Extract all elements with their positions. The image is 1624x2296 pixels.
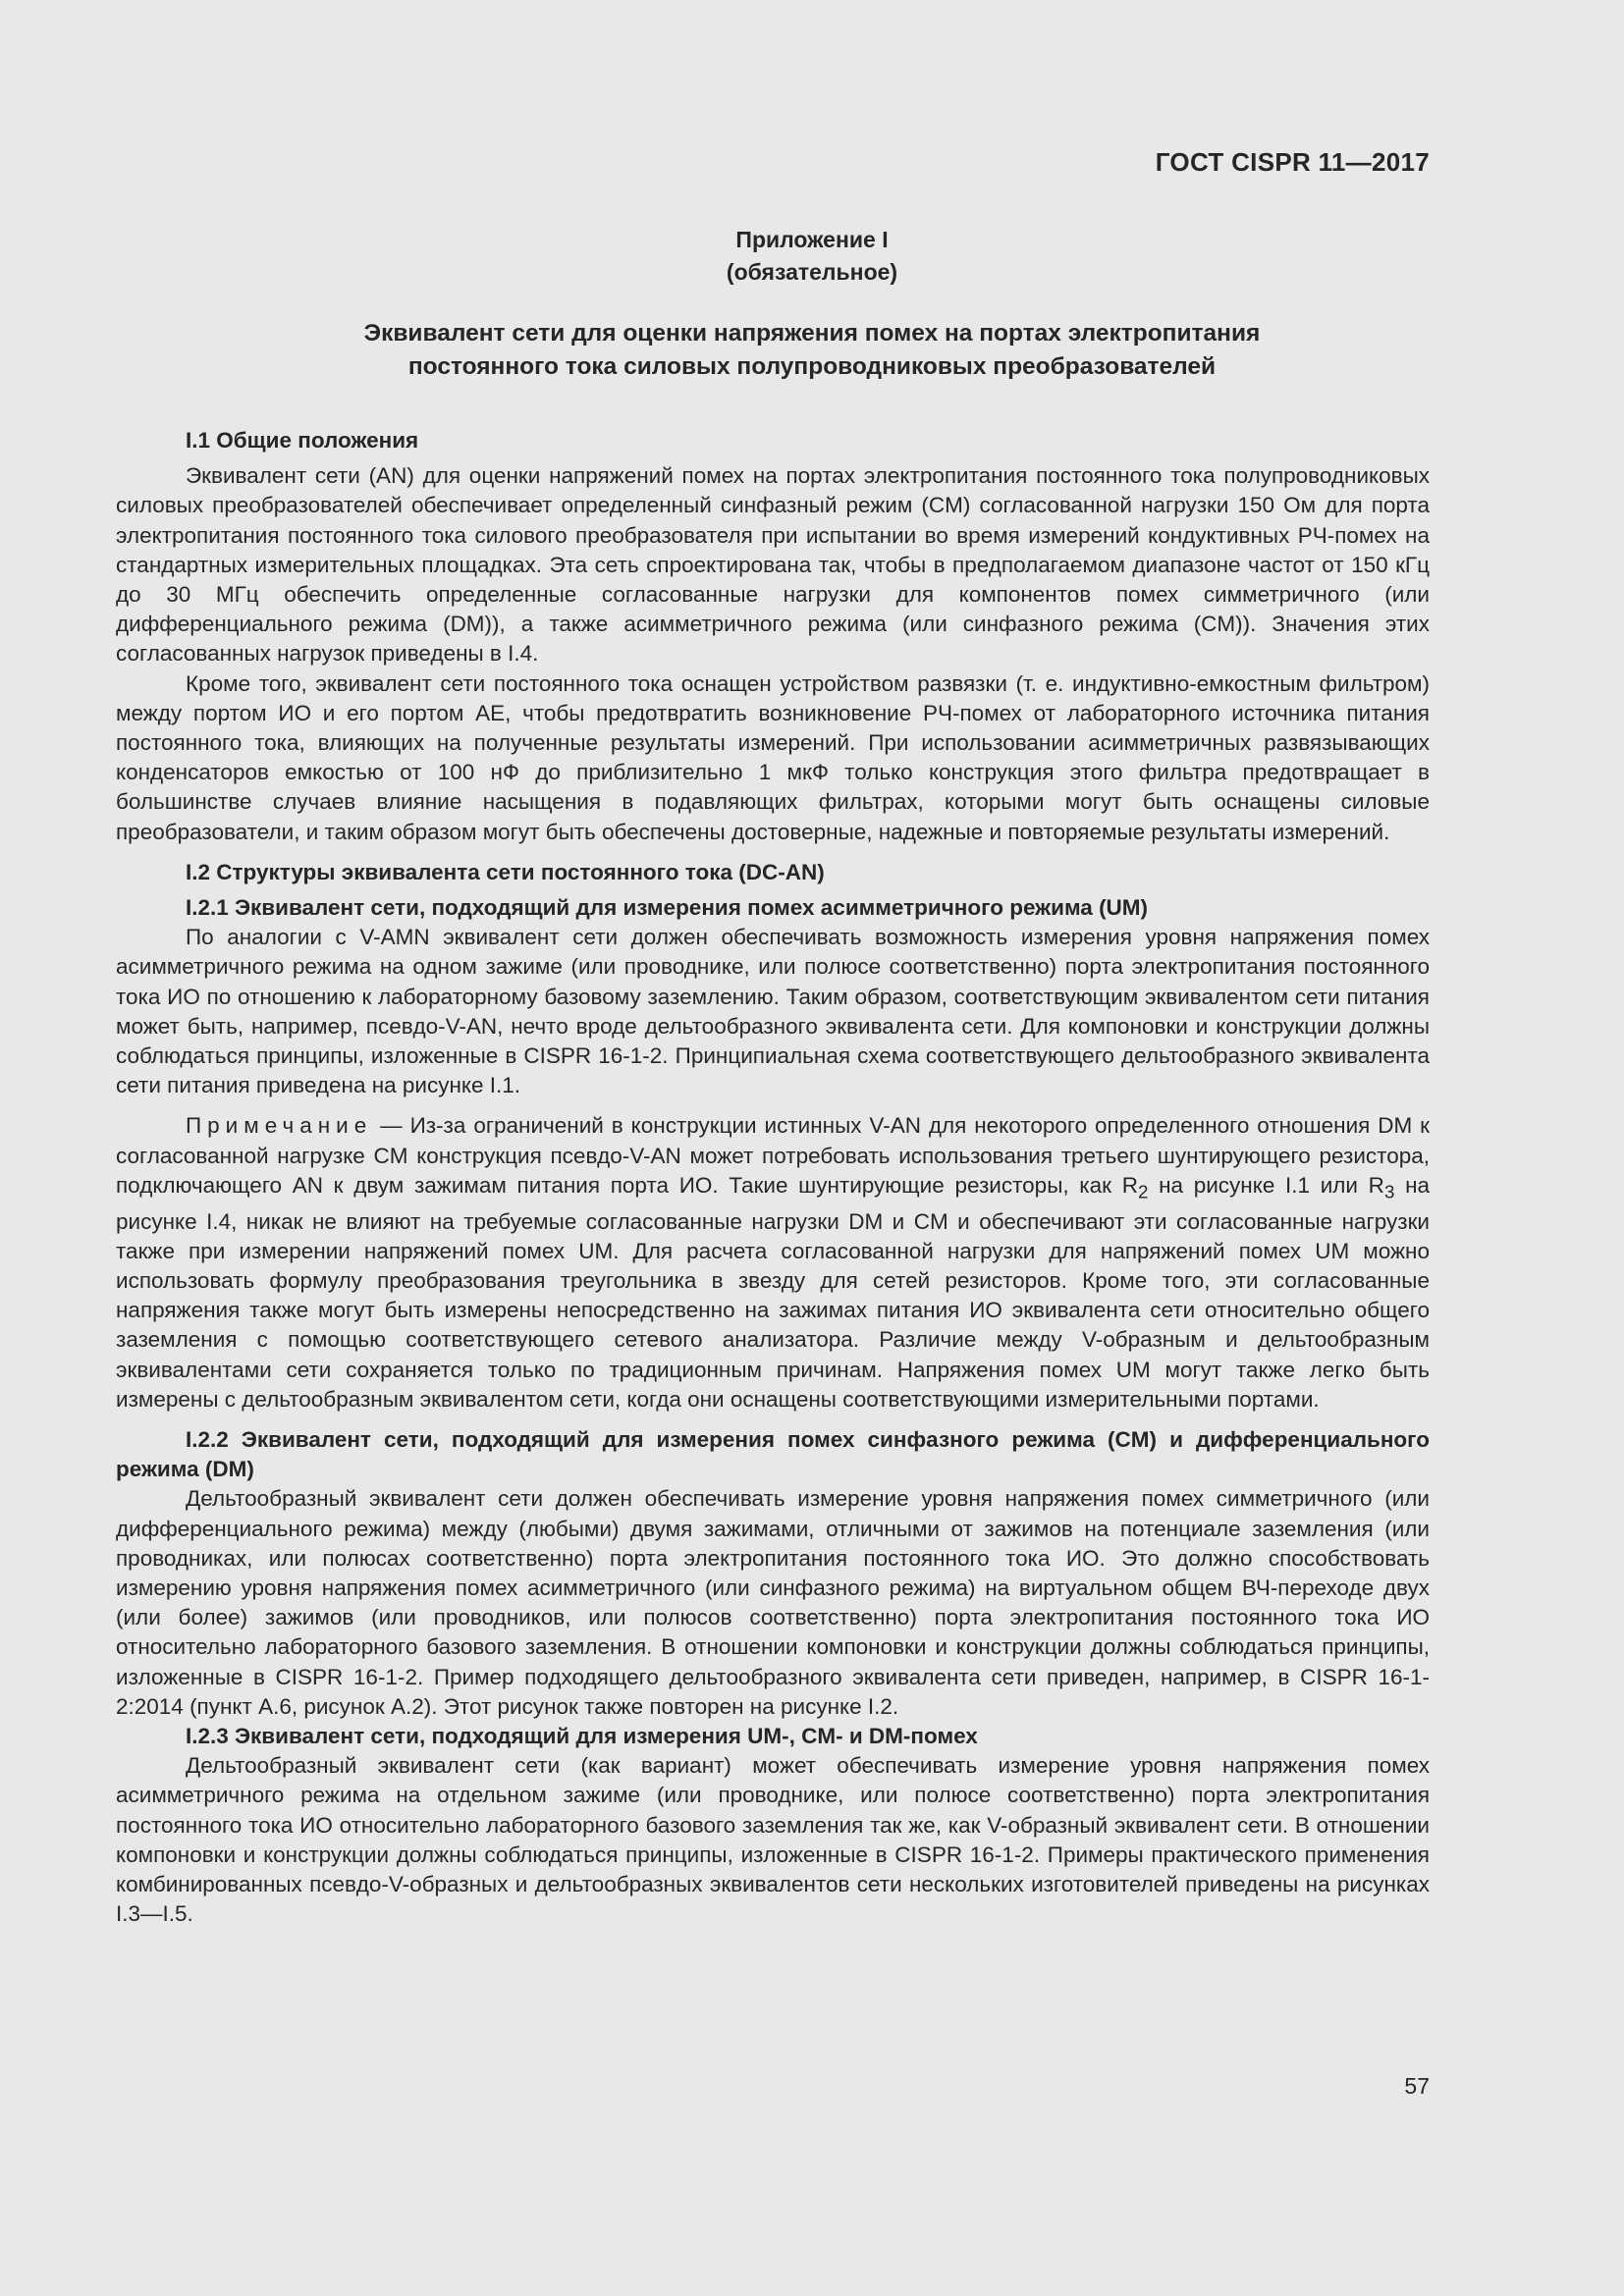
appendix-status: (обязательное) [726,259,898,285]
section-heading-1: I.1 Общие положения [186,428,419,453]
title-line-1: Эквивалент сети для оценки напряжения помех на портах электропитания [363,320,1261,347]
appendix-heading [0,224,1624,289]
document-id: ГОСТ CISPR 11—2017 [1155,147,1430,177]
subsection-heading-2-3: I.2.3 Эквивалент сети, подходящий для измерения UM-, CM- и DM-помех [186,1724,978,1749]
document-body [116,426,1430,1929]
paragraph: Дельтообразный эквивалент сети (как вариант) может обеспечивать измерение уровня напряжения помех асимметричного режима на отдельном зажиме (или проводнике, или полюсе соответственно) порта электропитания постоянного тока ИО относительно лабораторного базового заземления так же, как V-образный эквивалент сети. В отношении компоновки и конструкции должны соблюдаться принципы, изложенные в CISPR 16-1-2. Примеры практического применения комбинированных псевдо-V-образных и дельтообразных эквивалентов сети нескольких изготовителей приведены на рисунках I.3—I.5. [116,1753,1430,1927]
section-heading-2: I.2 Структуры эквивалента сети постоянного тока (DC-AN) [186,859,825,884]
paragraph: Дельтообразный эквивалент сети должен обеспечивать измерение уровня напряжения помех симметричного (или дифференциального режима) между (любыми) двумя зажимами, отличными от зажимов на потенциале заземления (или проводниках, или полюсах соответственно) порта электропитания постоянного тока ИО. Это должно способствовать измерению уровня напряжения помех асимметричного (или синфазного режима) на виртуальном общем ВЧ-переходе двух (или более) зажимов (или проводников, или полюсов соответственно) порта электропитания постоянного тока ИО относительно лабораторного базового заземления. В отношении компоновки и конструкции должны соблюдаться принципы, изложенные в CISPR 16-1-2. Пример подходящего дельтообразного эквивалента сети приведен, например, в CISPR 16-1-2:2014 (пункт A.6, рисунок A.2). Этот рисунок также повторен на рисунке I.2. [116,1486,1430,1719]
subsection-heading-2-1: I.2.1 Эквивалент сети, подходящий для измерения помех асимметричного режима (UM) [186,895,1149,921]
note-label: Примечание [186,1113,373,1139]
paragraph: Кроме того, эквивалент сети постоянного тока оснащен устройством развязки (т. е. индуктивно-емкостным фильтром) между портом ИО и его портом AE, чтобы предотвратить возникновение РЧ-помех от лабораторного источника питания постоянного тока, влияющих на полученные результаты измерений. При использовании асимметричных развязывающих конденсаторов емкостью от 100 нФ до приблизительно 1 мкФ только конструкция этого фильтра предотвращает в большинстве случаев влияние насыщения в подавляющих фильтрах, которыми могут быть оснащены силовые преобразователи, и таким образом могут быть обеспечены достоверные, надежные и повторяемые результаты измерений. [116,670,1430,844]
paragraph: По аналогии с V-AMN эквивалент сети должен обеспечивать возможность измерения уровня напряжения помех асимметричного режима на одном зажиме (или проводнике, или полюсе соответственно) порта электропитания постоянного тока ИО по отношению к лабораторному базовому заземлению. Таким образом, соответствующим эквивалентом сети питания может быть, например, псевдо-V-AN, нечто вроде дельтообразного эквивалента сети. Для компоновки и конструкции должны соблюдаться принципы, изложенные в CISPR 16-1-2. Принципиальная схема соответствующего дельтообразного эквивалента сети питания приведена на рисунке I.1. [116,925,1430,1098]
appendix-label: Приложение I [735,227,889,252]
title-line-2: постоянного тока силовых полупроводниковых преобразователей [407,353,1217,380]
appendix-title [196,317,1428,384]
page-number: 57 [1404,2073,1430,2099]
note: Примечание — Из-за ограничений в конструкции истинных V-AN для некоторого определенного отношения DM к согласованной нагрузке CM конструкция псевдо-V-AN может потребовать использования третьего шунтирующего резистора, подключающего AN к двум зажимам питания порта ИО. Такие шунтирующие резисторы, как $R_2$ на рисунке I.1 или $R_3$ на рисунке I.4, никак не влияют на требуемые согласованные нагрузки DM и CM и обеспечивают эти согласованные нагрузки также при измерении напряжений помех UM. Для расчета согласованной нагрузки для напряжений помех UM можно использовать формулу преобразования треугольника в звезду для сетей резисторов. Кроме того, эти согласованные напряжения также могут быть измерены непосредственно на зажимах питания ИО эквивалента сети относительно общего заземления с помощью соответствующего сетевого анализатора. Различие между V-образным и дельтообразным эквивалентами сети сохраняется только по традиционным причинам. Напряжения помех UM могут также легко быть измерены с дельтообразным эквивалентом сети, когда они оснащены соответствующими измерительными портами. [116,1113,1431,1412]
subsection-heading-2-2: I.2.2 Эквивалент сети, подходящий для измерения помех синфазного режима (CM) и дифференциального режима (DM) [116,1427,1430,1482]
paragraph: Эквивалент сети (AN) для оценки напряжений помех на портах электропитания постоянного тока полупроводниковых силовых преобразователей обеспечивает определенный синфазный режим (CM) согласованной нагрузки 150 Ом для порта электропитания постоянного тока силового преобразователя при испытании во время измерений кондуктивных РЧ-помех на стандартных измерительных площадках. Эта сеть спроектирована так, чтобы в предполагаемом диапазоне частот от 150 кГц до 30 МГц обеспечить определенные согласованные нагрузки для компонентов помех симметричного (или дифференциального режима (DM)), а также асимметричного режима (или синфазного режима (CM)). Значения этих согласованных нагрузок приведены в I.4. [116,463,1430,667]
